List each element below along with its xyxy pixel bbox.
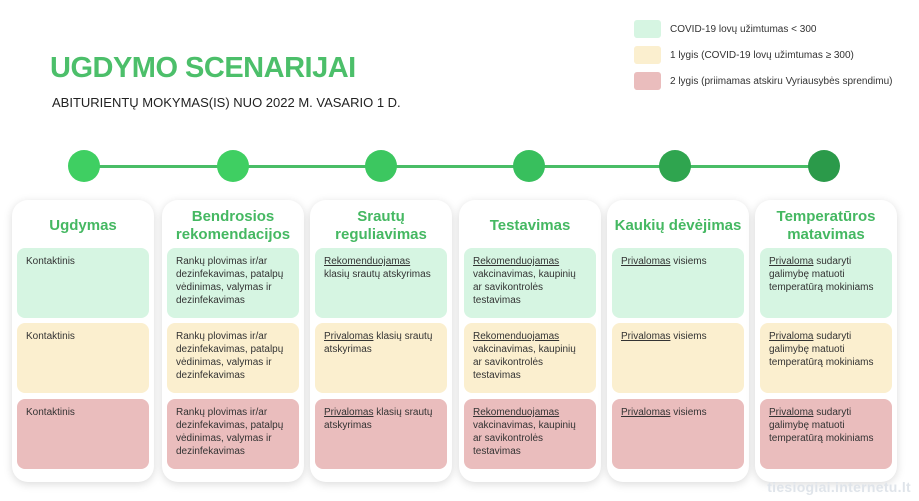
- cell-green: [315, 248, 447, 318]
- column-title: Kaukių dėvėjimas: [614, 217, 742, 234]
- cell-text: vakcinavimas, kaupinių ar savikontrolės testavimas: [473, 269, 576, 306]
- column-bendrosios-rekomendacijos: [162, 200, 304, 482]
- cell-keyword: Privaloma: [769, 407, 814, 418]
- cell-green: [612, 248, 744, 318]
- cell-red: [17, 399, 149, 469]
- legend-label: 1 lygis (COVID-19 lovų užimtumas ≥ 300): [670, 49, 854, 61]
- cell-keyword: Privalomas: [324, 331, 374, 342]
- timeline-line: [84, 165, 828, 168]
- legend-item-green: [634, 20, 892, 38]
- cell-keyword: Privalomas: [621, 407, 671, 418]
- cell-text: Kontaktinis: [26, 331, 75, 342]
- cell-text: visiems: [673, 407, 707, 418]
- timeline-dot: [513, 150, 545, 182]
- cell-text: Rankų plovimas ir/ar dezinfekavimas, patalpų vėdinimas, valymas ir dezinfekavimas: [176, 407, 284, 457]
- cell-text: sudaryti galimybę matuoti temperatūrą mokiniams: [769, 256, 874, 293]
- cell-red: [464, 399, 596, 469]
- cell-red: [612, 399, 744, 469]
- cell-red: [315, 399, 447, 469]
- cell-text: Rankų plovimas ir/ar dezinfekavimas, patalpų vėdinimas, valymas ir dezinfekavimas: [176, 331, 284, 381]
- cell-keyword: Rekomenduojamas: [473, 331, 560, 342]
- timeline-dot: [659, 150, 691, 182]
- column-title: Bendrosios rekomendacijos: [175, 208, 291, 243]
- cell-yellow: [464, 323, 596, 393]
- column-title: Testavimas: [489, 217, 571, 234]
- legend-swatch: [634, 72, 661, 90]
- cell-keyword: Privalomas: [324, 407, 374, 418]
- watermark: tiesiogiai.internetu.lt: [767, 479, 911, 495]
- cell-yellow: [760, 323, 892, 393]
- cell-yellow: [17, 323, 149, 393]
- cell-keyword: Privalomas: [621, 256, 671, 267]
- cell-text: Kontaktinis: [26, 256, 75, 267]
- timeline-dot: [68, 150, 100, 182]
- cell-green: [17, 248, 149, 318]
- cell-keyword: Privaloma: [769, 331, 814, 342]
- cell-text: Rankų plovimas ir/ar dezinfekavimas, patalpų vėdinimas, valymas ir dezinfekavimas: [176, 256, 284, 306]
- cell-text: klasių srautų atskyrimas: [324, 269, 431, 280]
- legend-label: COVID-19 lovų užimtumas < 300: [670, 23, 817, 35]
- page-title: UGDYMO SCENARIJAI: [50, 52, 356, 84]
- timeline-dot: [365, 150, 397, 182]
- cell-text: sudaryti galimybę matuoti temperatūrą mokiniams: [769, 331, 874, 368]
- legend-swatch: [634, 46, 661, 64]
- cell-text: klasių srautų atskyrimas: [324, 331, 433, 355]
- cell-green: [760, 248, 892, 318]
- timeline-dot: [217, 150, 249, 182]
- legend-item-red: [634, 72, 892, 90]
- cell-text: visiems: [673, 331, 707, 342]
- column-temperaturos-matavimas: [755, 200, 897, 482]
- cell-yellow: [315, 323, 447, 393]
- column-title: Temperatūros matavimas: [776, 208, 876, 243]
- cell-text: Kontaktinis: [26, 407, 75, 418]
- cell-text: klasių srautų atskyrimas: [324, 407, 433, 431]
- cell-red: [167, 399, 299, 469]
- legend-item-yellow: [634, 46, 892, 64]
- column-srautu-reguliavimas: [310, 200, 452, 482]
- timeline-dot: [808, 150, 840, 182]
- legend-swatch: [634, 20, 661, 38]
- legend-label: 2 lygis (priimamas atskiru Vyriausybės sprendimu): [670, 75, 893, 87]
- cell-text: vakcinavimas, kaupinių ar savikontrolės testavimas: [473, 420, 576, 457]
- cell-keyword: Rekomenduojamas: [473, 407, 560, 418]
- column-ugdymas: [12, 200, 154, 482]
- column-title: Srautų reguliavimas: [335, 208, 427, 243]
- cell-yellow: [612, 323, 744, 393]
- cell-text: vakcinavimas, kaupinių ar savikontrolės testavimas: [473, 344, 576, 381]
- column-kaukiu-devejimas: [607, 200, 749, 482]
- cell-text: sudaryti galimybę matuoti temperatūrą mokiniams: [769, 407, 874, 444]
- cell-keyword: Rekomenduojamas: [324, 256, 411, 267]
- cell-green: [464, 248, 596, 318]
- column-title: Ugdymas: [49, 217, 117, 234]
- legend: [634, 20, 892, 98]
- cell-keyword: Privaloma: [769, 256, 814, 267]
- cell-red: [760, 399, 892, 469]
- page-subtitle: ABITURIENTŲ MOKYMAS(IS) NUO 2022 M. VASARIO 1 D.: [52, 95, 401, 110]
- cell-yellow: [167, 323, 299, 393]
- cell-keyword: Privalomas: [621, 331, 671, 342]
- cell-keyword: Rekomenduojamas: [473, 256, 560, 267]
- cell-text: visiems: [673, 256, 707, 267]
- cell-green: [167, 248, 299, 318]
- column-testavimas: [459, 200, 601, 482]
